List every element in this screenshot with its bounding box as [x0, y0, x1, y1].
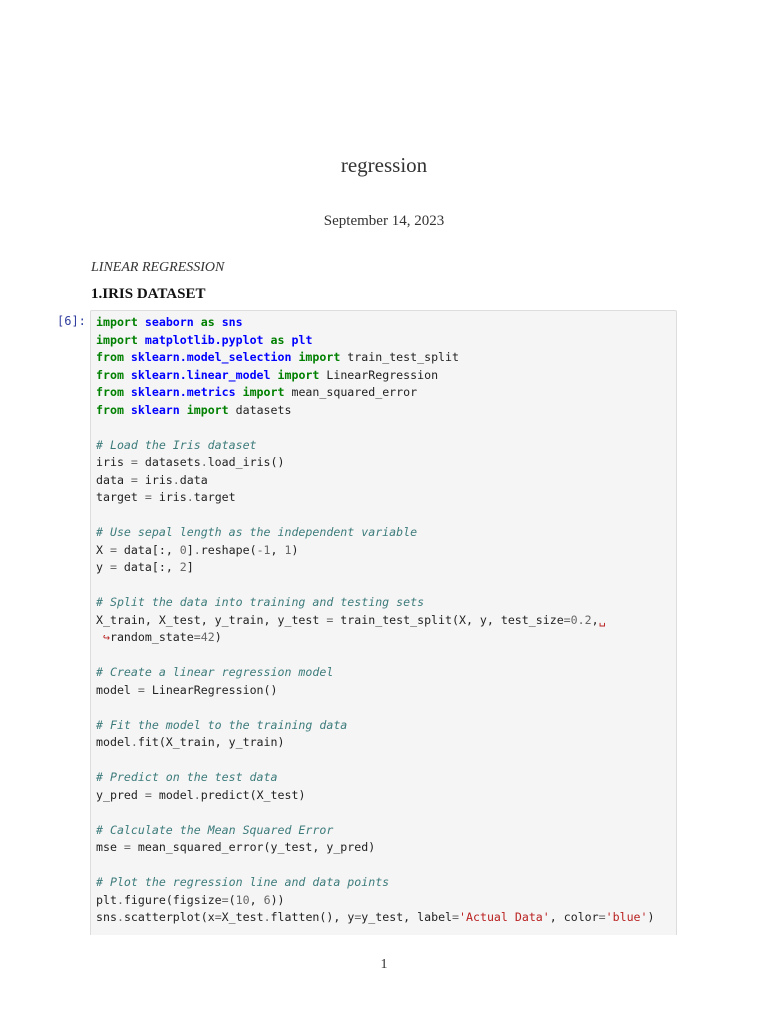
code-token: mse	[96, 840, 124, 854]
code-token: , color	[549, 910, 599, 924]
code-line	[96, 892, 676, 910]
code-token: ,	[249, 892, 264, 907]
code-token: =	[214, 910, 222, 924]
code-line	[96, 454, 676, 472]
code-token: ↪	[102, 630, 110, 644]
code-cell[interactable]	[90, 310, 677, 935]
code-line	[96, 612, 676, 630]
code-line	[96, 804, 676, 822]
code-token: =	[137, 682, 145, 697]
code-line	[96, 542, 676, 560]
code-token: train_test_split(X, y, test_size	[333, 612, 564, 627]
code-line	[96, 857, 676, 875]
code-token: iris	[151, 490, 187, 504]
code-token: =	[326, 612, 334, 627]
code-token: =	[130, 472, 138, 487]
code-token: flatten(), y	[270, 910, 355, 924]
code-token: # Predict on the test data	[96, 770, 278, 784]
code-token: =	[109, 560, 117, 574]
code-token: mean_squared_error	[284, 385, 418, 399]
code-token: ␣	[598, 612, 606, 627]
code-token: scatterplot(x	[123, 910, 215, 924]
code-token	[96, 630, 103, 644]
code-token: sklearn.metrics	[130, 385, 236, 399]
code-token: reshape(	[200, 542, 257, 557]
code-token: (	[228, 892, 236, 907]
code-line	[96, 629, 676, 647]
code-token: seaborn	[144, 315, 194, 329]
code-token: 0.2	[570, 612, 592, 627]
code-token: ]	[186, 542, 194, 557]
code-token: =	[354, 910, 362, 924]
code-token: data[:,	[116, 560, 180, 574]
code-token	[138, 333, 145, 347]
code-line	[96, 332, 676, 350]
code-token: 2	[179, 560, 187, 574]
code-token: sns	[221, 315, 243, 329]
code-token: model	[96, 682, 138, 697]
code-line	[96, 384, 676, 402]
code-token	[236, 385, 243, 399]
code-token: =	[144, 490, 152, 504]
code-token: ,	[270, 542, 285, 557]
code-line	[96, 909, 676, 927]
code-token: -1	[256, 542, 271, 557]
code-line	[96, 507, 676, 525]
code-line	[96, 839, 676, 857]
code-token: # Plot the regression line and data points	[96, 875, 390, 889]
code-token: predict(X_test)	[200, 787, 306, 802]
code-line	[96, 682, 676, 700]
code-token: =	[130, 455, 138, 469]
code-token: =	[598, 910, 606, 924]
code-token	[271, 368, 278, 382]
code-token: sklearn.model_selection	[130, 350, 292, 364]
code-token: .	[193, 542, 201, 557]
code-token	[215, 315, 222, 329]
code-line	[96, 769, 676, 787]
code-token: sklearn.linear_model	[130, 367, 271, 382]
code-token: from	[96, 367, 124, 382]
code-token: X_test	[221, 910, 264, 924]
code-line	[96, 402, 676, 420]
code-token: X	[96, 542, 110, 557]
code-line	[96, 822, 676, 840]
code-token: 0	[179, 542, 187, 557]
code-line	[96, 349, 676, 367]
code-token	[124, 403, 131, 417]
code-token: LinearRegression	[319, 367, 439, 382]
code-token: 1	[284, 542, 292, 557]
code-token: # Fit the model to the training data	[96, 717, 348, 732]
code-line	[96, 594, 676, 612]
code-token	[124, 350, 131, 364]
code-token: ,	[591, 612, 599, 627]
code-token: model	[96, 735, 131, 749]
code-line	[96, 734, 676, 752]
code-token: =	[221, 892, 229, 907]
code-token: .	[116, 892, 124, 907]
code-token: .	[186, 490, 194, 504]
code-line	[96, 314, 676, 332]
code-token: import	[298, 350, 341, 364]
code-token: import	[96, 315, 138, 329]
code-line	[96, 874, 676, 892]
code-token: =	[109, 542, 117, 557]
code-token: fit(X_train, y_train)	[137, 735, 285, 749]
code-token: # Create a linear regression model	[96, 665, 334, 679]
code-token: ))	[270, 892, 285, 907]
code-token	[138, 315, 145, 329]
code-token: target	[193, 490, 236, 504]
code-token: # Calculate the Mean Squared Error	[96, 822, 334, 837]
code-line	[96, 647, 676, 665]
document-title: regression	[340, 153, 428, 177]
code-token: 10	[235, 892, 250, 907]
code-token: mean_squared_error(y_test, y_pred)	[130, 840, 376, 854]
code-line	[96, 367, 676, 385]
code-token: =	[563, 612, 571, 627]
code-token: LinearRegression()	[144, 682, 278, 697]
code-line	[96, 752, 676, 770]
code-line	[96, 437, 676, 455]
code-line	[96, 717, 676, 735]
code-line	[96, 524, 676, 542]
code-line	[96, 489, 676, 507]
code-token: plt	[291, 332, 313, 347]
code-token: .	[193, 787, 201, 802]
code-token: plt	[96, 892, 117, 907]
code-token: =	[123, 840, 131, 854]
code-token: data	[96, 472, 131, 487]
code-token: import	[186, 402, 229, 417]
code-token: iris	[137, 472, 173, 487]
page-number: 1	[380, 957, 388, 972]
code-token: train_test_split	[340, 350, 459, 364]
code-token: y_test, label	[361, 910, 453, 924]
code-token: # Load the Iris dataset	[96, 437, 257, 452]
code-token: import	[242, 385, 285, 399]
subsection-heading: 1.IRIS DATASET	[91, 286, 206, 302]
code-token: as	[270, 332, 285, 347]
code-token: matplotlib.pyplot	[144, 332, 264, 347]
section-heading: LINEAR REGRESSION	[91, 260, 225, 275]
code-token: .	[172, 472, 180, 487]
code-line	[96, 472, 676, 490]
code-token: .	[130, 735, 138, 749]
code-line	[96, 699, 676, 717]
code-token	[124, 385, 131, 399]
code-token: )	[291, 542, 299, 557]
code-token: # Use sepal length as the independent variable	[96, 525, 418, 539]
cell-prompt: [6]:	[57, 314, 86, 328]
code-token: datasets	[137, 455, 201, 469]
code-token: # Split the data into training and testing sets	[96, 595, 425, 609]
document-date: September 14, 2023	[323, 213, 445, 229]
code-token	[194, 315, 201, 329]
code-token	[124, 368, 131, 382]
code-token: )	[647, 910, 655, 924]
code-token: datasets	[228, 402, 292, 417]
code-token: data	[179, 472, 208, 487]
code-token: target	[96, 490, 145, 504]
code-token: y_pred	[96, 787, 145, 802]
code-token: from	[96, 402, 124, 417]
code-token: import	[277, 367, 320, 382]
code-token: load_iris()	[207, 455, 285, 469]
code-token: .	[200, 455, 208, 469]
code-line	[96, 787, 676, 805]
code-line	[96, 664, 676, 682]
code-token: =	[144, 787, 152, 802]
code-token: .	[263, 910, 271, 924]
code-token: =	[193, 630, 201, 644]
code-token: 6	[263, 892, 271, 907]
code-token: model	[151, 787, 194, 802]
code-token: X_train, X_test, y_train, y_test	[96, 612, 327, 627]
code-token: .	[116, 910, 124, 924]
code-token: random_state	[109, 630, 194, 644]
code-token: =	[452, 910, 460, 924]
code-token: from	[96, 350, 124, 364]
code-token	[180, 403, 187, 417]
code-token: figure(figsize	[123, 892, 222, 907]
code-token: sklearn	[130, 402, 180, 417]
code-line	[96, 419, 676, 437]
code-token: y	[96, 560, 110, 574]
code-line	[96, 577, 676, 595]
code-token: iris	[96, 455, 131, 469]
code-token: 'blue'	[605, 910, 648, 924]
code-token: sns	[96, 910, 117, 924]
code-line	[96, 559, 676, 577]
code-token: ]	[186, 560, 194, 574]
code-token: from	[96, 385, 124, 399]
code-token: import	[96, 332, 138, 347]
code-token: 42	[200, 630, 215, 644]
code-token: data[:,	[116, 542, 180, 557]
code-token: 'Actual Data'	[459, 910, 550, 924]
code-token: as	[200, 315, 215, 329]
code-token: )	[214, 630, 222, 644]
code-token	[264, 333, 271, 347]
